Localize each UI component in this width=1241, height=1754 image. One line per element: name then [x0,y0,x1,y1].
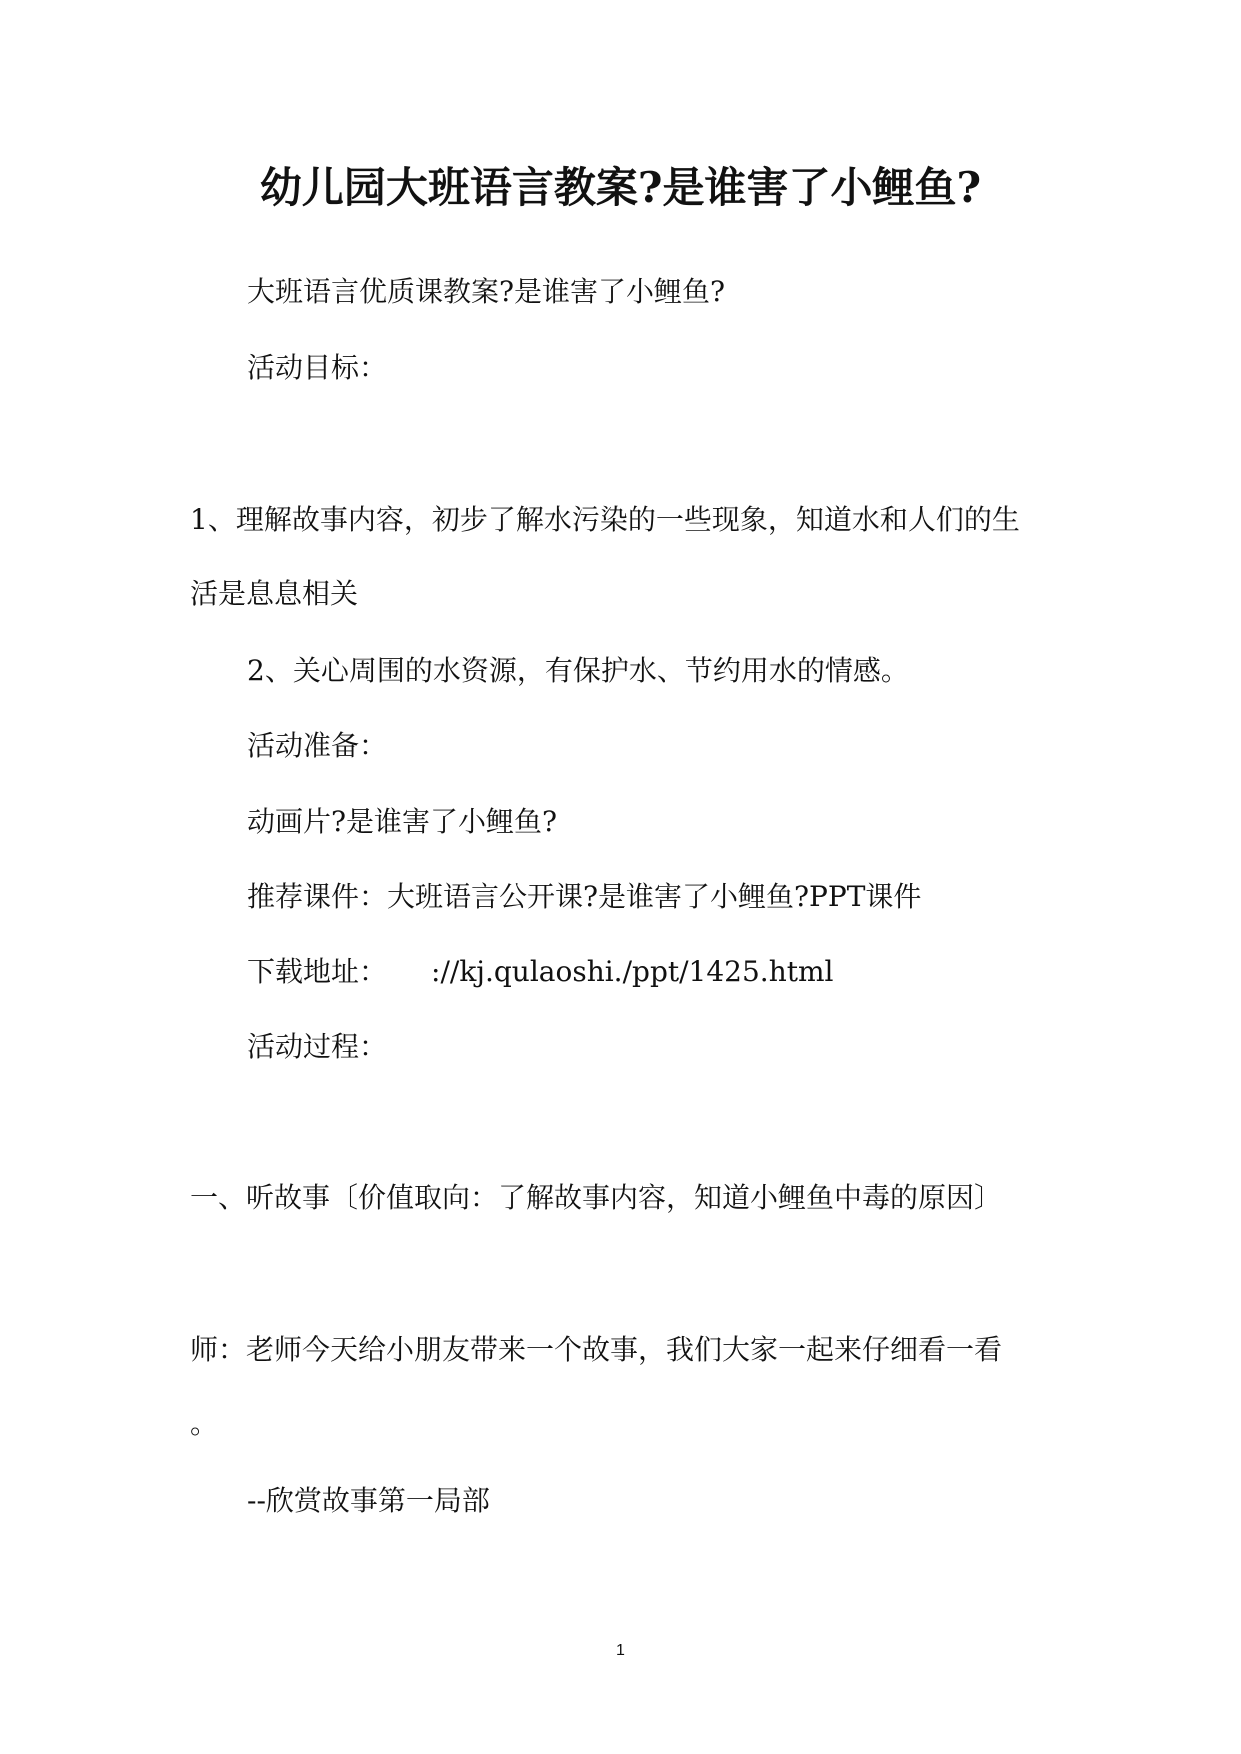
document-title: 幼儿园大班语言教案?是谁害了小鲤鱼? [259,163,982,212]
download-label: 下载地址： [247,955,388,988]
page-number: 1 [616,1642,625,1659]
courseware-line: 推荐课件：大班语言公开课?是谁害了小鲤鱼?PPT课件 [247,880,922,913]
prep-item: 动画片?是谁害了小鲤鱼? [247,805,558,838]
download-line [247,952,834,992]
teacher-line-2: 。 [190,1407,219,1440]
subtitle-line: 大班语言优质课教案?是谁害了小鲤鱼? [247,275,726,308]
process-heading: 活动过程： [247,1030,388,1063]
section-1-heading: 一、听故事〔价值取向：了解故事内容，知道小鲤鱼中毒的原因〕 [190,1181,1003,1214]
prep-heading: 活动准备： [247,729,388,762]
teacher-line-1: 师：老师今天给小朋友带来一个故事，我们大家一起来仔细看一看 [190,1333,1003,1366]
goals-heading: 活动目标： [247,351,388,384]
goal-2: 2、关心周围的水资源，有保护水、节约用水的情感。 [247,654,909,687]
appreciate-line: --欣赏故事第一局部 [247,1484,490,1517]
goal-1-line-2: 活是息息相关 [190,577,359,610]
goal-1-line-1: 1、理解故事内容，初步了解水污染的一些现象，知道水和人们的生 [190,503,1020,536]
download-url: ://kj.qulaoshi./ppt/1425.html [431,955,834,988]
